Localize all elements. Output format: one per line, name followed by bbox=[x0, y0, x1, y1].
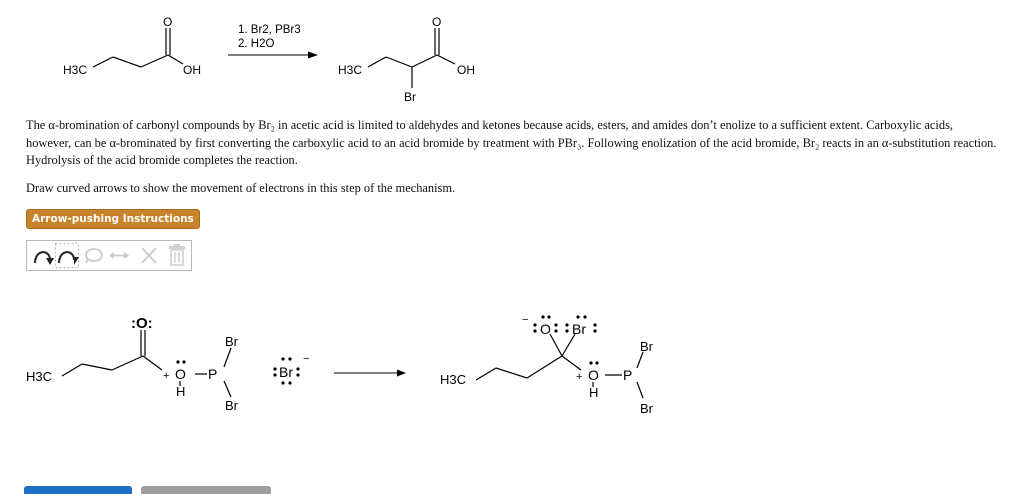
resonance-arrow-icon[interactable] bbox=[107, 243, 131, 268]
close-icon[interactable] bbox=[137, 243, 161, 268]
product-hydroxyl-label: OH bbox=[457, 63, 475, 77]
reactant-carbonyl-o: O bbox=[163, 15, 173, 29]
bromide-charge: − bbox=[303, 353, 310, 365]
description-paragraph: The α-bromination of carbonyl compounds by Br₂ in acetic acid is limited to aldehydes and ketones because acids, esters, and amides don’t enolize to a sufficient extent. Carboxylic acids, however, can be α-brominated by first converting the carboxylic acid to an acid bromide by treatment with PBr₃. Following enolization of the acid bromide, Br₂ reacts in an α-substitution reaction. Hydrolysis of the acid bromide completes the reaction. bbox=[26, 118, 997, 167]
bromide-label[interactable]: Br bbox=[279, 364, 293, 380]
primary-action-button[interactable] bbox=[24, 486, 132, 494]
arrow-toolbar bbox=[26, 240, 192, 271]
right-bromine-bottom[interactable]: Br bbox=[640, 401, 653, 416]
right-phosphorus[interactable]: P bbox=[623, 367, 633, 383]
right-oxonium-lone-pair bbox=[589, 361, 598, 364]
right-oxonium-oxygen[interactable]: O bbox=[588, 367, 599, 383]
left-oxonium-hydrogen[interactable]: H bbox=[176, 384, 186, 399]
lasso-icon[interactable] bbox=[81, 243, 105, 268]
secondary-action-button[interactable] bbox=[141, 486, 271, 494]
product-molecule bbox=[368, 28, 455, 88]
product-methyl-label: H3C bbox=[338, 63, 363, 77]
reactant-molecule bbox=[93, 28, 183, 67]
condition-step-2: 2. H2O bbox=[238, 38, 275, 50]
right-alpha-bromine[interactable]: Br bbox=[572, 321, 586, 337]
task-instruction: Draw curved arrows to show the movement of electrons in this step of the mechanism. bbox=[26, 181, 456, 195]
product-bromine-label: Br bbox=[404, 90, 416, 104]
right-alkoxide-oxygen[interactable]: O bbox=[540, 321, 551, 337]
right-bromine-top[interactable]: Br bbox=[640, 339, 653, 354]
reactant-methyl-label: H3C bbox=[63, 63, 88, 77]
right-oxonium-hydrogen[interactable]: H bbox=[589, 385, 599, 400]
left-carbonyl-oxygen[interactable]: :O: bbox=[131, 315, 153, 332]
reaction-scheme bbox=[0, 0, 1024, 110]
trash-icon[interactable] bbox=[165, 243, 189, 268]
product-carbonyl-o: O bbox=[432, 15, 442, 29]
mechanism-canvas bbox=[0, 290, 1024, 430]
right-oxonium-charge: + bbox=[576, 371, 583, 383]
left-oxonium-oxygen[interactable]: O bbox=[175, 366, 186, 382]
reactant-hydroxyl-label: OH bbox=[183, 63, 201, 77]
arrow-pushing-instructions-button[interactable]: Arrow-pushing Instructions bbox=[26, 209, 200, 229]
left-molecule bbox=[26, 315, 239, 413]
single-electron-arrow-icon[interactable] bbox=[55, 243, 79, 268]
right-molecule bbox=[440, 314, 654, 416]
left-oxonium-lone-pair bbox=[176, 360, 185, 363]
bromide-anion bbox=[273, 353, 309, 385]
curved-arrow-icon[interactable] bbox=[31, 243, 55, 268]
left-phosphorus[interactable]: P bbox=[208, 366, 218, 382]
condition-step-1: 1. Br2, PBr3 bbox=[238, 24, 301, 36]
reaction-arrow bbox=[228, 52, 318, 59]
right-alkoxide-charge: − bbox=[522, 314, 529, 326]
right-methyl-label[interactable]: H3C bbox=[440, 372, 467, 387]
mechanism-arrow bbox=[334, 370, 406, 377]
left-bromine-bottom[interactable]: Br bbox=[225, 398, 238, 413]
left-oxonium-charge: + bbox=[163, 370, 170, 382]
left-methyl-label[interactable]: H3C bbox=[26, 369, 53, 384]
left-bromine-top[interactable]: Br bbox=[225, 334, 238, 349]
